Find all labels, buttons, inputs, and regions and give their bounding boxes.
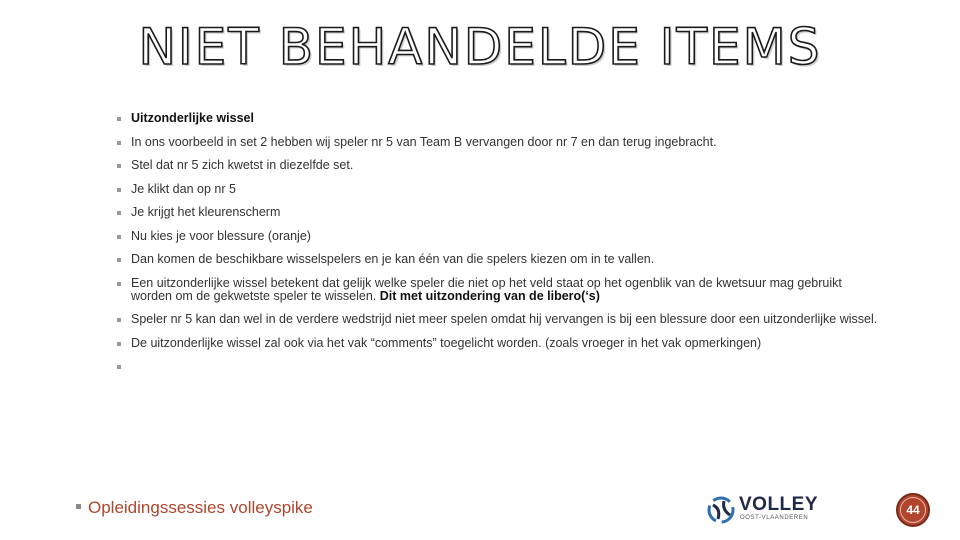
bullet-item: Dan komen de beschikbare wisselspelers en je kan één van die spelers kiezen om in te vallen. xyxy=(116,253,886,266)
slide-title: NIET BEHANDELDE ITEMS xyxy=(138,18,822,76)
bullet-text: Een uitzonderlijke wissel betekent dat gelijk welke speler die niet op het veld staat op het ogenblik van de kwetsuur mag gebruikt worden om de gekwetste speler te wisselen. xyxy=(131,275,842,303)
volley-logo xyxy=(706,494,826,526)
footer-text: Opleidingssessies volleyspike xyxy=(88,498,313,517)
bullet-item-exception xyxy=(116,277,886,303)
bullet-item-empty xyxy=(116,360,886,373)
logo-subtitle: OOST-VLAANDEREN xyxy=(740,515,809,521)
bullet-list xyxy=(116,112,886,384)
bullet-item: Nu kies je voor blessure (oranje) xyxy=(116,230,886,243)
bullet-item: Speler nr 5 kan dan wel in de verdere wedstrijd niet meer spelen omdat hij vervangen is bij een blessure door een uitzonderlijke wissel. xyxy=(116,313,886,326)
bullet-item: In ons voorbeeld in set 2 hebben wij speler nr 5 van Team B vervangen door nr 7 en dan terug ingebracht. xyxy=(116,136,886,149)
footer-caption xyxy=(76,498,313,518)
bullet-item: Je krijgt het kleurenscherm xyxy=(116,206,886,219)
bullet-item: De uitzonderlijke wissel zal ook via het vak “comments” toegelicht worden. (zoals vroeger in het vak opmerkingen) xyxy=(116,337,886,350)
volleyball-icon xyxy=(706,495,736,525)
bullet-item: Uitzonderlijke wissel xyxy=(116,112,886,125)
bullet-item: Je klikt dan op nr 5 xyxy=(116,183,886,196)
logo-word: VOLLEY xyxy=(739,494,819,515)
bullet-bold-text: Dit met uitzondering van de libero(‘s) xyxy=(379,288,600,303)
bullet-item: Stel dat nr 5 zich kwetst in diezelfde set. xyxy=(116,159,886,172)
bullet-square-icon xyxy=(76,504,81,509)
page-number-badge: 44 xyxy=(896,493,930,527)
